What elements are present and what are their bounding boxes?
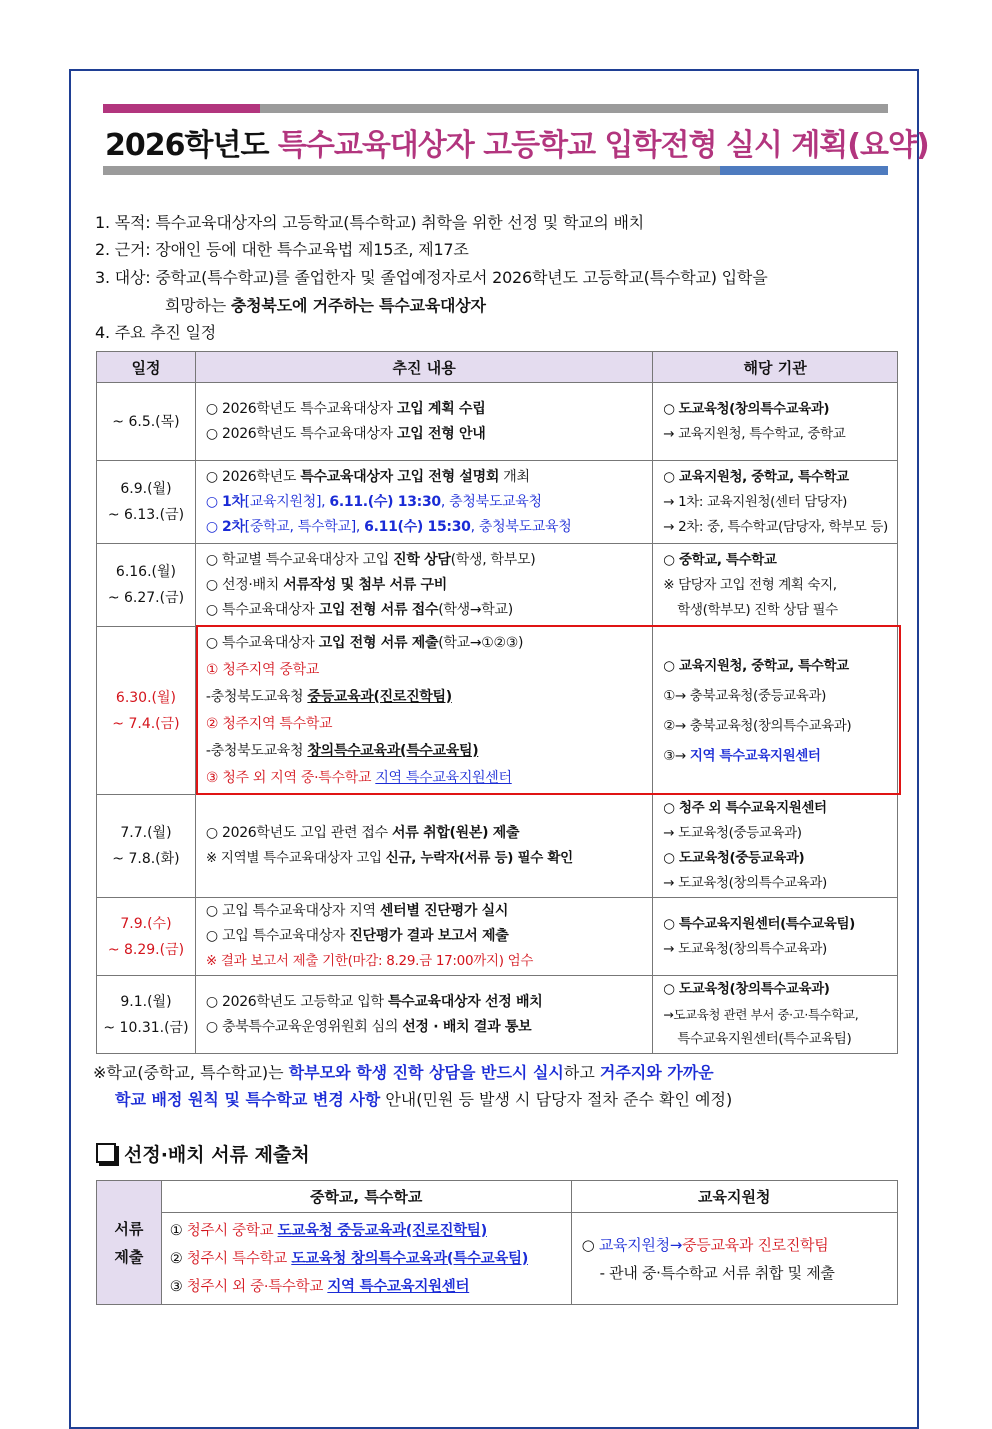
- date-cell: 9.1.(월) ~ 10.31.(금): [97, 976, 196, 1054]
- item-purpose: 1. 목적: 특수교육대상자의 고등학교(특수학교) 취학을 위한 선정 및 학교의 배치: [95, 213, 645, 232]
- content-cell: ○ 특수교육대상자 고입 전형 서류 제출(학교→①②③) ① 청주지역 중학교 -충청북도교육청 중등교육과(진로진학팀) ② 청주지역 특수학교 -충청북도교육청 창의특수교육과(특수교육팀) ③ 청주 외 지역 중·특수학교 지역 특수교육지원센터: [195, 627, 652, 795]
- schedule-header-row: [97, 352, 898, 383]
- table-row: [97, 461, 898, 544]
- content-cell: ○ 2026학년도 특수교육대상자 고입 전형 설명회 개최 ○ 1차[교육지원청], 6.11.(수) 13:30, 충청북도교육청 ○ 2차[중학교, 특수학교], 6.11(수) 15:30, 충청북도교육청: [195, 461, 652, 544]
- org-cell: ○ 교육지원청, 중학교, 특수학교 ①→ 충북교육청(중등교육과) ②→ 충북교육청(창의특수교육과) ③→ 지역 특수교육지원센터: [653, 627, 898, 795]
- content-cell: ○ 2026학년도 고등학교 입학 특수교육대상자 선정 배치 ○ 충북특수교육운영위원회 심의 선정 · 배치 결과 통보: [195, 976, 652, 1054]
- submission-table: [96, 1180, 898, 1305]
- title-top-bar: [260, 104, 888, 113]
- title-top-bar-accent: [103, 104, 260, 113]
- highlight-box: [196, 625, 901, 795]
- title-bottom-bar-accent: [720, 166, 888, 175]
- submission-office-cell: ○ 교육지원청→중등교육과 진로진학팀 - 관내 중·특수학교 서류 취합 및 제출: [571, 1213, 897, 1305]
- content-cell: ○ 2026학년도 고입 관련 접수 서류 취합(원본) 제출 ※ 지역별 특수교육대상자 고입 신규, 누락자(서류 등) 필수 확인: [195, 795, 652, 898]
- org-cell: ○ 청주 외 특수교육지원센터 → 도교육청(중등교육과) ○ 도교육청(중등교육과) → 도교육청(창의특수교육과): [653, 795, 898, 898]
- date-cell: 6.9.(월) ~ 6.13.(금): [97, 461, 196, 544]
- date-cell: 7.7.(월) ~ 7.8.(화): [97, 795, 196, 898]
- item-target-cont: 희망하는 충청북도에 거주하는 특수교육대상자: [165, 296, 486, 315]
- org-cell: ○ 특수교육지원센터(특수교육팀) → 도교육청(창의특수교육과): [653, 898, 898, 976]
- content-cell: ○ 2026학년도 특수교육대상자 고입 계획 수립 ○ 2026학년도 특수교육대상자 고입 전형 안내: [195, 383, 652, 461]
- table-row: [97, 795, 898, 898]
- date-cell: 6.16.(월) ~ 6.27.(금): [97, 544, 196, 627]
- table-row: [97, 383, 898, 461]
- checkbox-icon: [96, 1143, 116, 1163]
- notice-text: ※학교(중학교, 특수학교)는 학부모와 학생 진학 상담을 반드시 실시하고 거주지와 가까운 학교 배정 원칙 및 특수학교 변경 사항 안내(민원 등 발생 시 담당자 절차 준수 확인 예정): [93, 1063, 733, 1109]
- org-cell: ○ 도교육청(창의특수교육과) → 교육지원청, 특수학교, 중학교: [653, 383, 898, 461]
- header-org: 해당 기관: [653, 352, 898, 383]
- header-content: 추진 내용: [195, 352, 652, 383]
- item-target: 3. 대상: 중학교(특수학교)를 졸업한자 및 졸업예정자로서 2026학년도 고등학교(특수학교) 입학을: [95, 268, 768, 287]
- item-schedule-heading: 4. 주요 추진 일정: [95, 323, 217, 342]
- submission-school-cell: ① 청주시 중학교 도교육청 중등교육과(진로진학팀) ② 청주시 특수학교 도교육청 창의특수교육과(특수교육팀) ③ 청주시 외 중·특수학교 지역 특수교육지원센터: [161, 1213, 571, 1305]
- content-cell: ○ 학교별 특수교육대상자 고입 진학 상담(학생, 학부모) ○ 선정·배치 서류작성 및 첨부 서류 구비 ○ 특수교육대상자 고입 전형 서류 접수(학생→학교): [195, 544, 652, 627]
- org-cell: ○ 중학교, 특수학교 ※ 담당자 고입 전형 계획 숙지, 학생(학부모) 진학 상담 필수: [653, 544, 898, 627]
- content-cell: ○ 고입 특수교육대상자 지역 센터별 진단평가 실시 ○ 고입 특수교육대상자 진단평가 결과 보고서 제출 ※ 결과 보고서 제출 기한(마감: 8.29.금 17:00까지) 엄수: [195, 898, 652, 976]
- table-row: [97, 898, 898, 976]
- date-cell: ~ 6.5.(목): [97, 383, 196, 461]
- page-title: 2026학년도 특수교육대상자 고등학교 입학전형 실시 계획(요약): [105, 128, 929, 163]
- section-heading: 선정·배치 서류 제출처: [96, 1140, 310, 1167]
- submission-label: 서류 제출: [97, 1181, 162, 1305]
- org-cell: ○ 도교육청(창의특수교육과) →도교육청 관련 부서 중·고·특수학교, 특수교육지원센터(특수교육팀): [653, 976, 898, 1054]
- header-school: 중학교, 특수학교: [161, 1181, 571, 1213]
- date-cell: 6.30.(월) ~ 7.4.(금): [97, 627, 196, 795]
- header-date: 일정: [97, 352, 196, 383]
- date-cell: 7.9.(수) ~ 8.29.(금): [97, 898, 196, 976]
- title-bottom-bar: [103, 166, 720, 175]
- table-row: [97, 544, 898, 627]
- header-office: 교육지원청: [571, 1181, 897, 1213]
- org-cell: ○ 교육지원청, 중학교, 특수학교 → 1차: 교육지원청(센터 담당자) → 2차: 중, 특수학교(담당자, 학부모 등): [653, 461, 898, 544]
- item-basis: 2. 근거: 장애인 등에 대한 특수교육법 제15조, 제17조: [95, 240, 469, 259]
- table-row: [97, 976, 898, 1054]
